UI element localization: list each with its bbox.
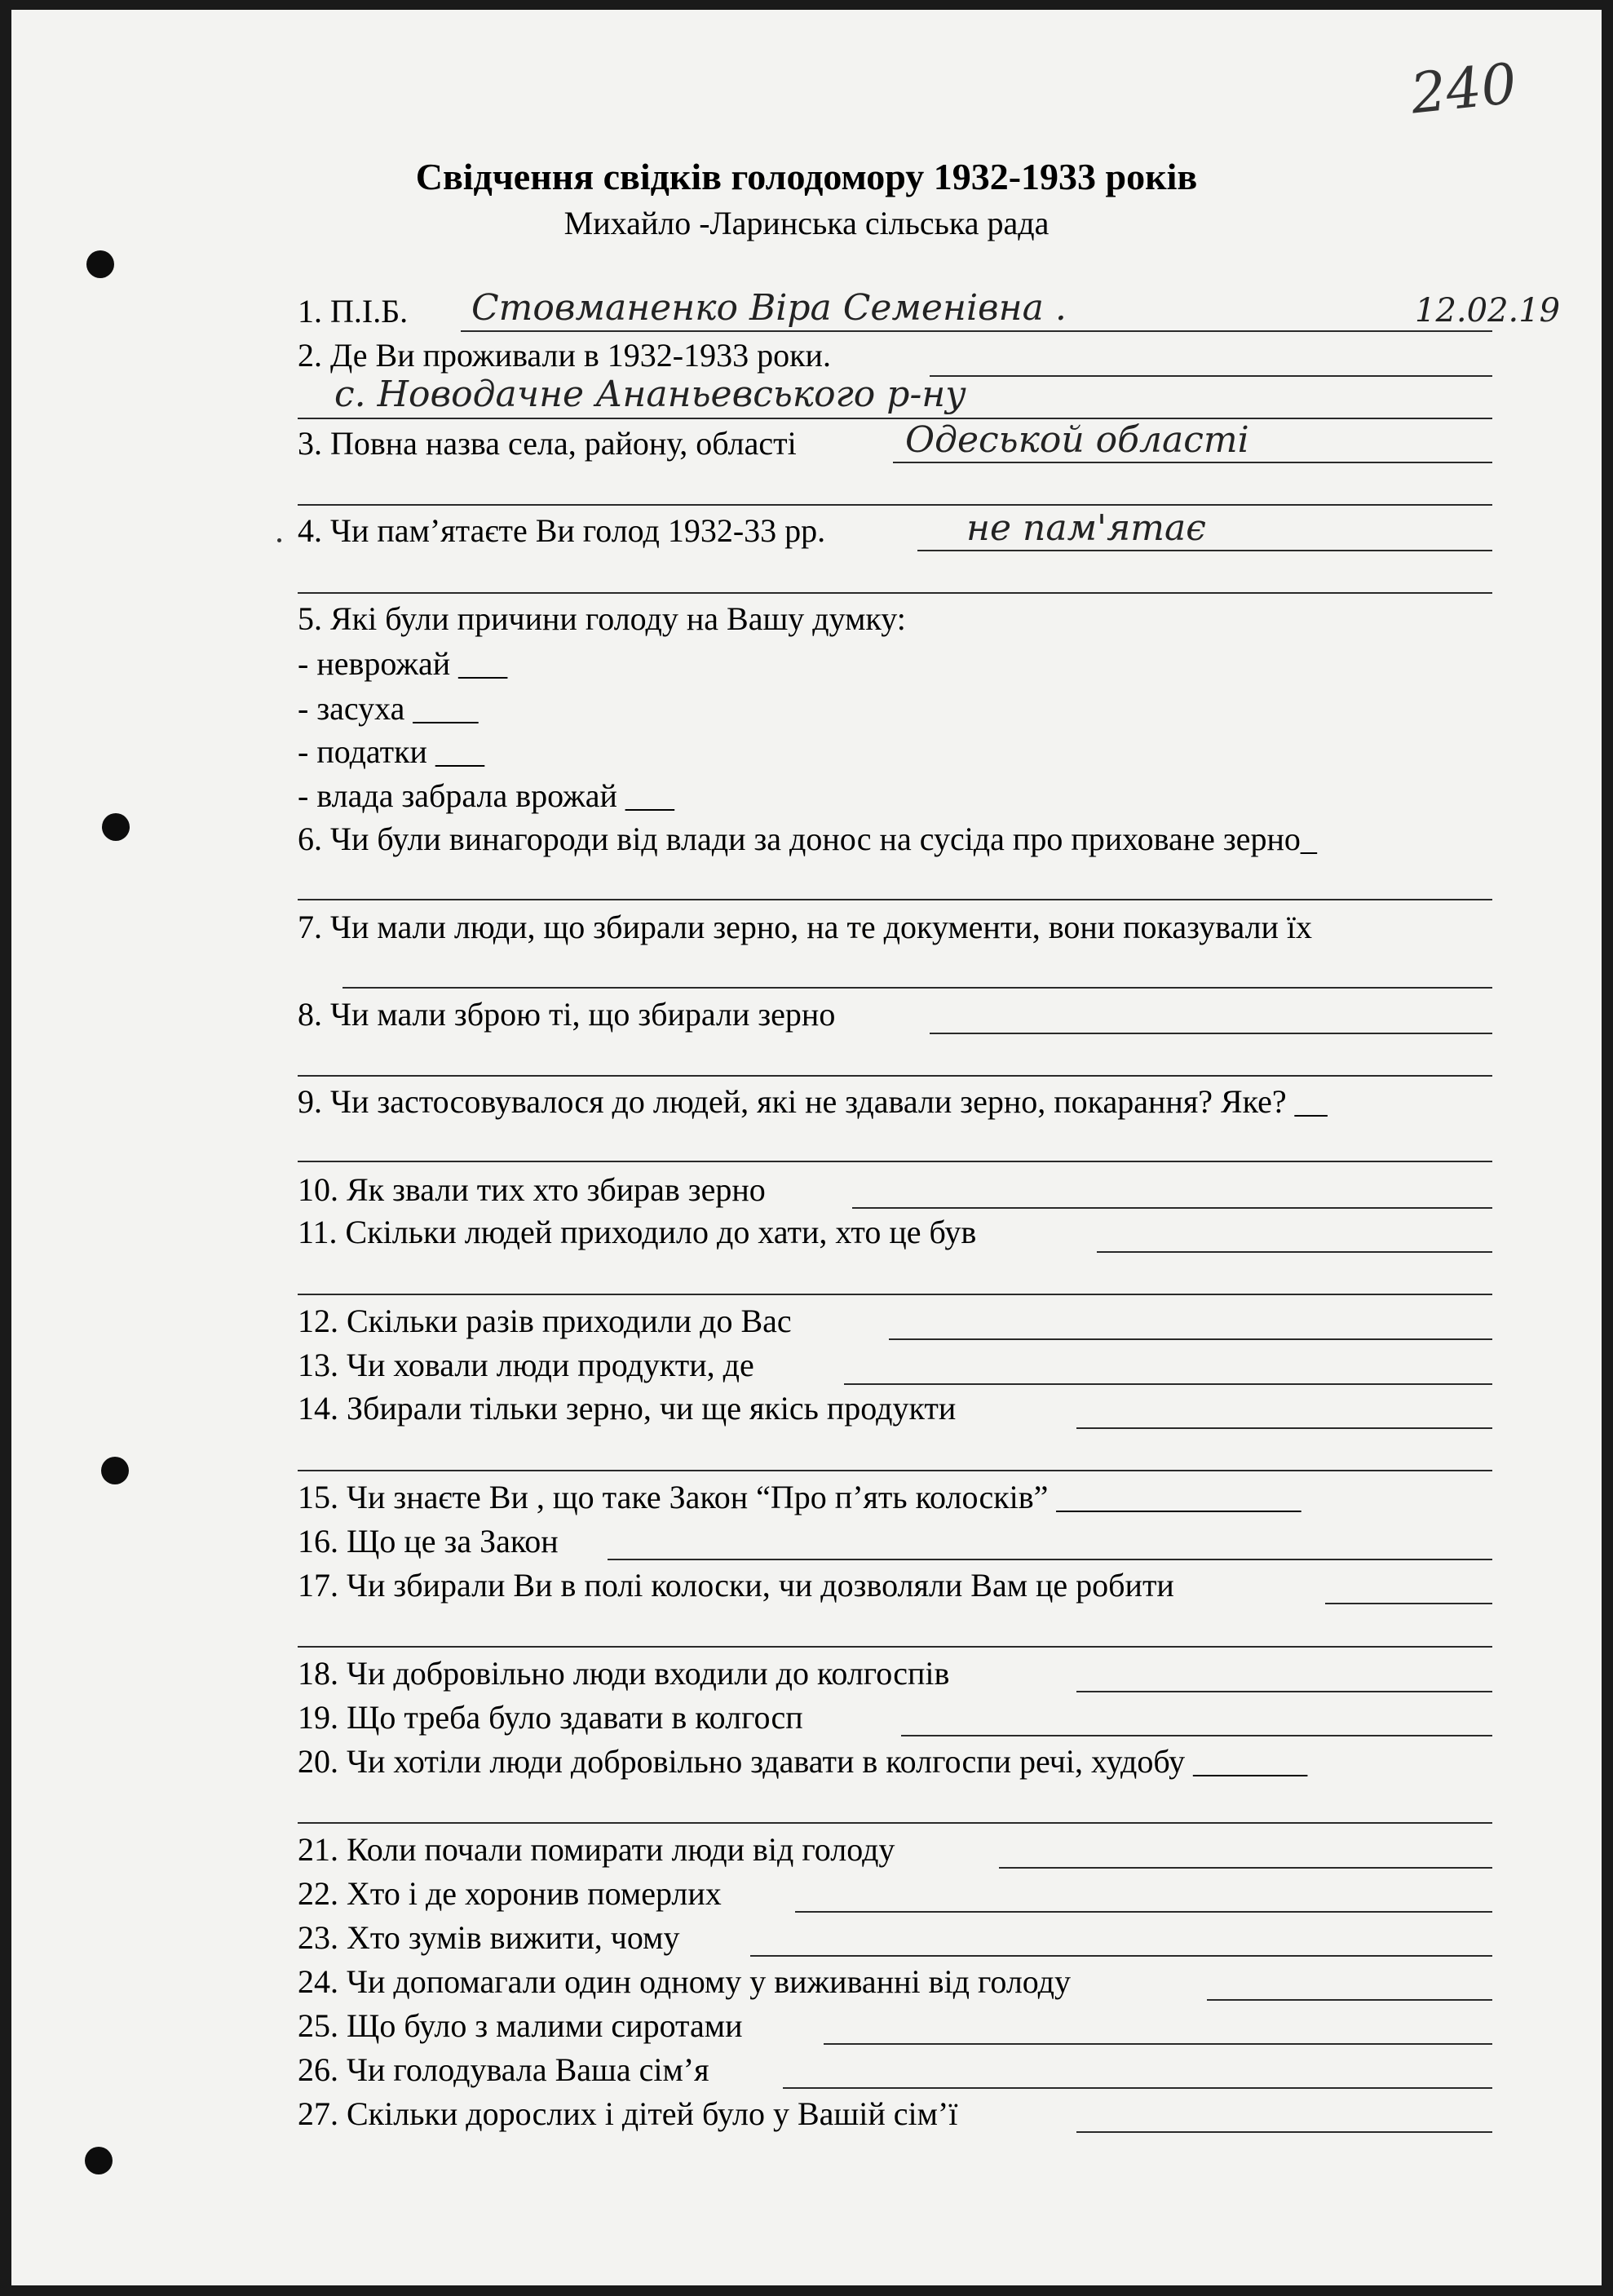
answer-line bbox=[750, 1955, 1492, 1957]
page-subtitle: Михайло -Ларинська сільська рада bbox=[563, 205, 1050, 241]
question-12: 12. Скільки разів приходили до Вас bbox=[298, 1303, 792, 1339]
question-6: 6. Чи були винагороди від влади за донос на сусіда про приховане зерно_ bbox=[298, 821, 1317, 857]
answer-line bbox=[1207, 1999, 1492, 2001]
handwritten-remembers: не пам'ятає bbox=[966, 507, 1206, 549]
question-15: 15. Чи знаєте Ви , що таке Закон “Про п’ять колосків” _______________ bbox=[298, 1479, 1301, 1515]
answer-line bbox=[298, 504, 1492, 506]
answer-line bbox=[298, 899, 1492, 900]
question-17: 17. Чи збирали Ви в полі колоски, чи дозволяли Вам це робити bbox=[298, 1567, 1174, 1604]
answer-line bbox=[298, 592, 1492, 594]
pen-mark bbox=[277, 538, 281, 542]
answer-line bbox=[852, 1207, 1492, 1209]
question-26: 26. Чи голодувала Ваша сім’я bbox=[298, 2051, 709, 2088]
answer-line bbox=[1076, 1427, 1492, 1429]
answer-line bbox=[608, 1559, 1492, 1560]
answer-line bbox=[298, 1294, 1492, 1295]
handwritten-name: Стовманенко Віра Семенівна . bbox=[471, 287, 1067, 329]
answer-line bbox=[930, 1033, 1492, 1034]
punch-hole bbox=[102, 813, 130, 841]
question-7: 7. Чи мали люди, що збирали зерно, на те документи, вони показували їх bbox=[298, 909, 1313, 945]
question-9: 9. Чи застосовувалося до людей, які не здавали зерно, покарання? Яке? __ bbox=[298, 1083, 1328, 1120]
punch-hole bbox=[85, 2147, 113, 2174]
handwritten-date: 12.02.19 bbox=[1415, 292, 1561, 330]
answer-line bbox=[461, 330, 1492, 332]
question-14: 14. Збирали тільки зерно, чи ще якісь продукти bbox=[298, 1390, 957, 1427]
answer-line bbox=[893, 462, 1492, 463]
question-22: 22. Хто і де хоронив померлих bbox=[298, 1875, 722, 1912]
answer-line bbox=[930, 375, 1492, 377]
answer-line bbox=[1076, 1691, 1492, 1692]
answer-line bbox=[889, 1338, 1492, 1340]
handwritten-residence: с. Новодачне Ананьевського р-ну bbox=[334, 374, 966, 415]
question-13: 13. Чи ховали люди продукти, де bbox=[298, 1347, 754, 1383]
punch-hole bbox=[101, 1457, 129, 1484]
question-8: 8. Чи мали зброю ті, що збирали зерно bbox=[298, 996, 836, 1033]
answer-line bbox=[1097, 1251, 1492, 1253]
answer-line bbox=[999, 1867, 1492, 1869]
answer-line bbox=[342, 987, 1492, 989]
option-drought: - засуха ____ bbox=[298, 690, 479, 727]
page-number: 240 bbox=[1408, 51, 1520, 127]
question-1: 1. П.І.Б. bbox=[298, 293, 409, 330]
question-20: 20. Чи хотіли люди добровільно здавати в колгоспи речі, худобу _______ bbox=[298, 1743, 1308, 1780]
question-16: 16. Що це за Закон bbox=[298, 1523, 559, 1559]
question-21: 21. Коли почали помирати люди від голоду bbox=[298, 1831, 895, 1868]
question-3: 3. Повна назва села, району, області bbox=[298, 425, 797, 462]
question-11: 11. Скільки людей приходило до хати, хто це був bbox=[298, 1214, 977, 1250]
punch-hole bbox=[86, 250, 114, 278]
answer-line bbox=[783, 2087, 1492, 2089]
question-19: 19. Що треба було здавати в колгосп bbox=[298, 1699, 803, 1736]
question-5: 5. Які були причини голоду на Вашу думку: bbox=[298, 600, 906, 637]
question-23: 23. Хто зумів вижити, чому bbox=[298, 1919, 680, 1956]
answer-line bbox=[1325, 1603, 1492, 1604]
answer-line bbox=[298, 1161, 1492, 1162]
answer-line bbox=[795, 1911, 1492, 1913]
answer-line bbox=[298, 1075, 1492, 1077]
answer-line bbox=[298, 1822, 1492, 1824]
question-10: 10. Як звали тих хто збирав зерно bbox=[298, 1171, 766, 1208]
page-title: Свідчення свідків голодомору 1932-1933 років bbox=[415, 156, 1198, 197]
answer-line bbox=[298, 1470, 1492, 1471]
option-crop-failure: - неврожай ___ bbox=[298, 645, 508, 682]
answer-line bbox=[298, 1646, 1492, 1648]
question-2: 2. Де Ви проживали в 1932-1933 роки. bbox=[298, 337, 831, 374]
question-27: 27. Скільки дорослих і дітей було у Вашій сім’ї bbox=[298, 2095, 958, 2132]
answer-line bbox=[901, 1735, 1492, 1736]
answer-line bbox=[824, 2043, 1492, 2045]
question-18: 18. Чи добровільно люди входили до колгоспів bbox=[298, 1655, 950, 1692]
question-4: 4. Чи пам’ятаєте Ви голод 1932-33 рр. bbox=[298, 512, 826, 549]
question-25: 25. Що було з малими сиротами bbox=[298, 2007, 743, 2044]
answer-line bbox=[844, 1383, 1492, 1385]
answer-line bbox=[917, 550, 1492, 551]
answer-line bbox=[1076, 2131, 1492, 2133]
option-taxes: - податки ___ bbox=[298, 733, 484, 770]
handwritten-oblast: Одеськой області bbox=[905, 419, 1249, 461]
answer-line bbox=[298, 418, 1492, 419]
question-24: 24. Чи допомагали один одному у виживанні від голоду bbox=[298, 1963, 1072, 2000]
option-harvest-taken: - влада забрала врожай ___ bbox=[298, 777, 674, 814]
